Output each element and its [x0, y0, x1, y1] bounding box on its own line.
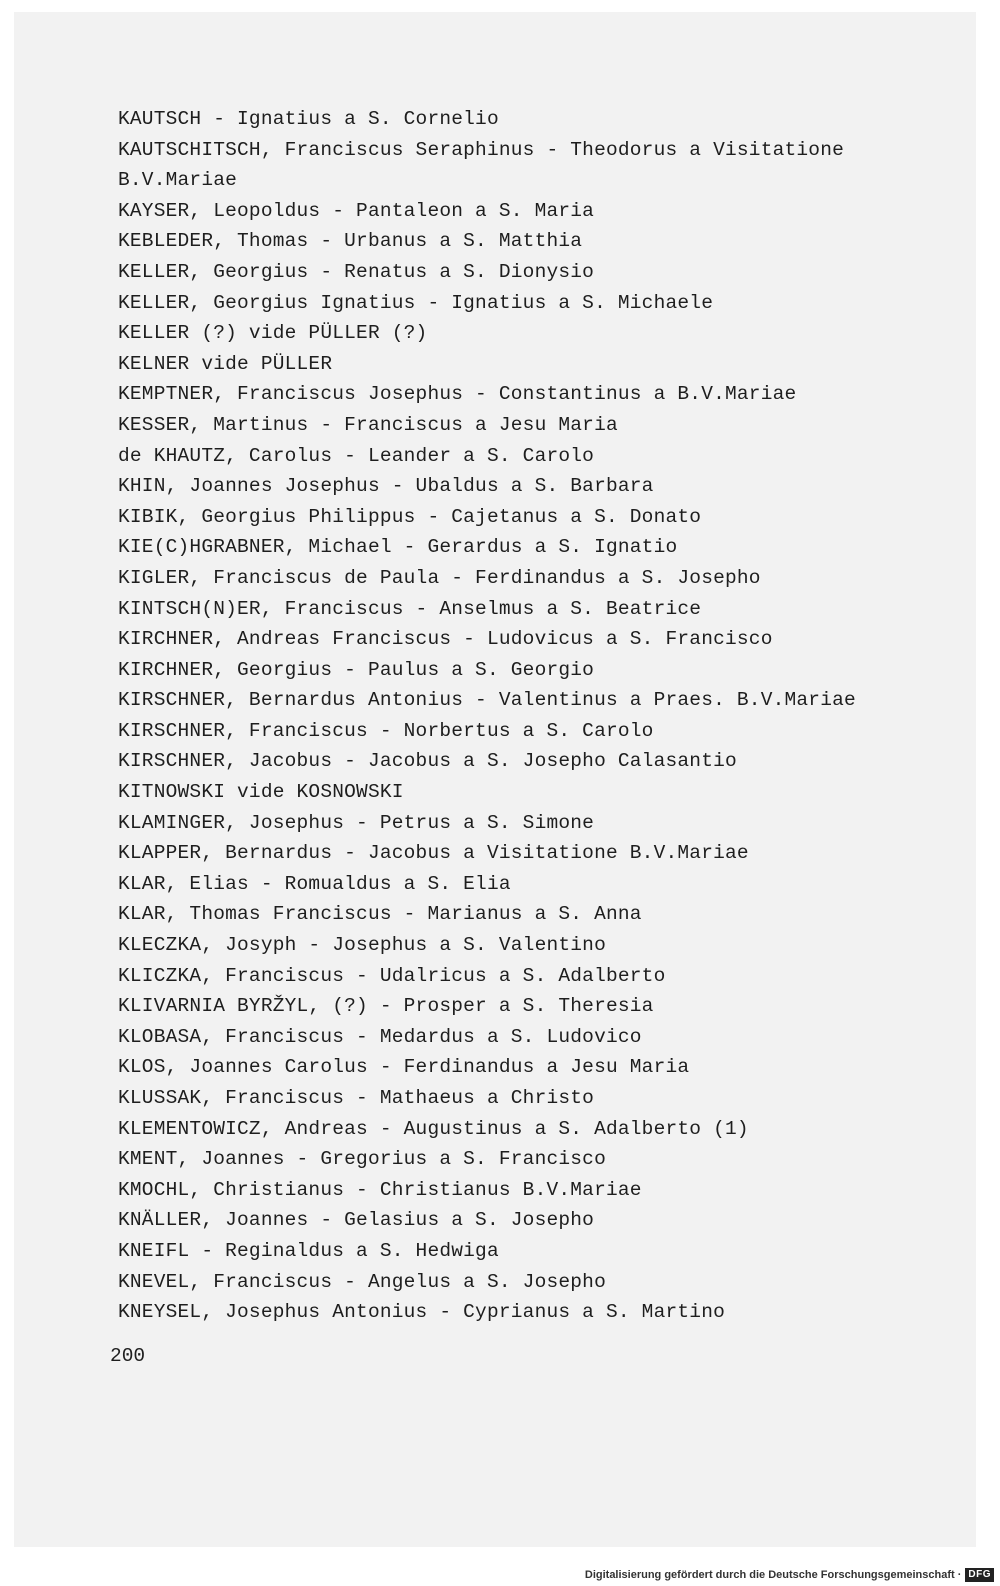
index-entry: KELLER, Georgius Ignatius - Ignatius a S. Michaele	[118, 291, 714, 314]
index-entry: KEMPTNER, Franciscus Josephus - Constantinus a B.V.Mariae	[118, 383, 797, 406]
index-entry: KAUTSCHITSCH, Franciscus Seraphinus - Theodorus a Visitatione	[118, 138, 845, 161]
index-entry: KMOCHL, Christianus - Christianus B.V.Mariae	[118, 1178, 642, 1201]
index-entry: KAYSER, Leopoldus - Pantaleon a S. Maria	[118, 199, 595, 222]
index-entry: KNEYSEL, Josephus Antonius - Cyprianus a S. Martino	[118, 1301, 725, 1324]
index-entry: KLICZKA, Franciscus - Udalricus a S. Adalberto	[118, 964, 666, 987]
index-entry: KHIN, Joannes Josephus - Ubaldus a S. Barbara	[118, 475, 654, 498]
index-entry: KLOBASA, Franciscus - Medardus a S. Ludovico	[118, 1025, 642, 1048]
index-entry: KELLER (?) vide PÜLLER (?)	[118, 322, 428, 345]
index-entry: KELNER vide PÜLLER	[118, 352, 333, 375]
index-entry: KITNOWSKI vide KOSNOWSKI	[118, 781, 404, 804]
index-entry: de KHAUTZ, Carolus - Leander a S. Carolo	[118, 444, 595, 467]
index-entry: KMENT, Joannes - Gregorius a S. Francisco	[118, 1148, 606, 1171]
index-entry: B.V.Mariae	[118, 169, 238, 192]
index-entry: KLAMINGER, Josephus - Petrus a S. Simone	[118, 811, 595, 834]
index-entry: KELLER, Georgius - Renatus a S. Dionysio	[118, 260, 595, 283]
index-entry: KINTSCH(N)ER, Franciscus - Anselmus a S. Beatrice	[118, 597, 702, 620]
index-entry: KLEMENTOWICZ, Andreas - Augustinus a S. Adalberto (1)	[118, 1117, 749, 1140]
index-entry: KIRSCHNER, Jacobus - Jacobus a S. Josepho Calasantio	[118, 750, 737, 773]
index-entry: KNEIFL - Reginaldus a S. Hedwiga	[118, 1239, 499, 1262]
index-entry: KIRCHNER, Andreas Franciscus - Ludovicus a S. Francisco	[118, 628, 773, 651]
dfg-logo: DFG	[965, 1568, 994, 1582]
index-entry: KLAR, Elias - Romualdus a S. Elia	[118, 872, 511, 895]
index-entry: KIRSCHNER, Bernardus Antonius - Valentinus a Praes. B.V.Mariae	[118, 689, 856, 712]
index-entry: KESSER, Martinus - Franciscus a Jesu Maria	[118, 413, 618, 436]
footer-credit-text: Digitalisierung gefördert durch die Deutsche Forschungsgemeinschaft ·	[584, 1569, 962, 1581]
name-index-list	[118, 104, 856, 1328]
index-entry: KAUTSCH - Ignatius a S. Cornelio	[118, 108, 499, 130]
index-entry: KIRSCHNER, Franciscus - Norbertus a S. Carolo	[118, 719, 654, 742]
index-entry: KLECZKA, Josyph - Josephus a S. Valentino	[118, 934, 606, 957]
index-entry: KIE(C)HGRABNER, Michael - Gerardus a S. Ignatio	[118, 536, 678, 559]
index-entry: KIRCHNER, Georgius - Paulus a S. Georgio	[118, 658, 595, 681]
digitization-footer	[585, 1568, 994, 1582]
index-entry: KLIVARNIA BYRŽYL, (?) - Prosper a S. Theresia	[118, 995, 654, 1018]
index-entry: KIGLER, Franciscus de Paula - Ferdinandus a S. Josepho	[118, 566, 761, 589]
index-entry: KIBIK, Georgius Philippus - Cajetanus a S. Donato	[118, 505, 702, 528]
index-entry: KNÄLLER, Joannes - Gelasius a S. Josepho	[118, 1209, 595, 1232]
index-entry: KLOS, Joannes Carolus - Ferdinandus a Jesu Maria	[118, 1056, 690, 1079]
page-number: 200	[110, 1345, 146, 1367]
index-entry: KLAR, Thomas Franciscus - Marianus a S. Anna	[118, 903, 642, 926]
index-entry: KNEVEL, Franciscus - Angelus a S. Josepho	[118, 1270, 606, 1293]
index-entry: KLUSSAK, Franciscus - Mathaeus a Christo	[118, 1087, 595, 1109]
index-entry: KLAPPER, Bernardus - Jacobus a Visitatione B.V.Mariae	[118, 842, 749, 865]
index-entry: KEBLEDER, Thomas - Urbanus a S. Matthia	[118, 230, 583, 253]
